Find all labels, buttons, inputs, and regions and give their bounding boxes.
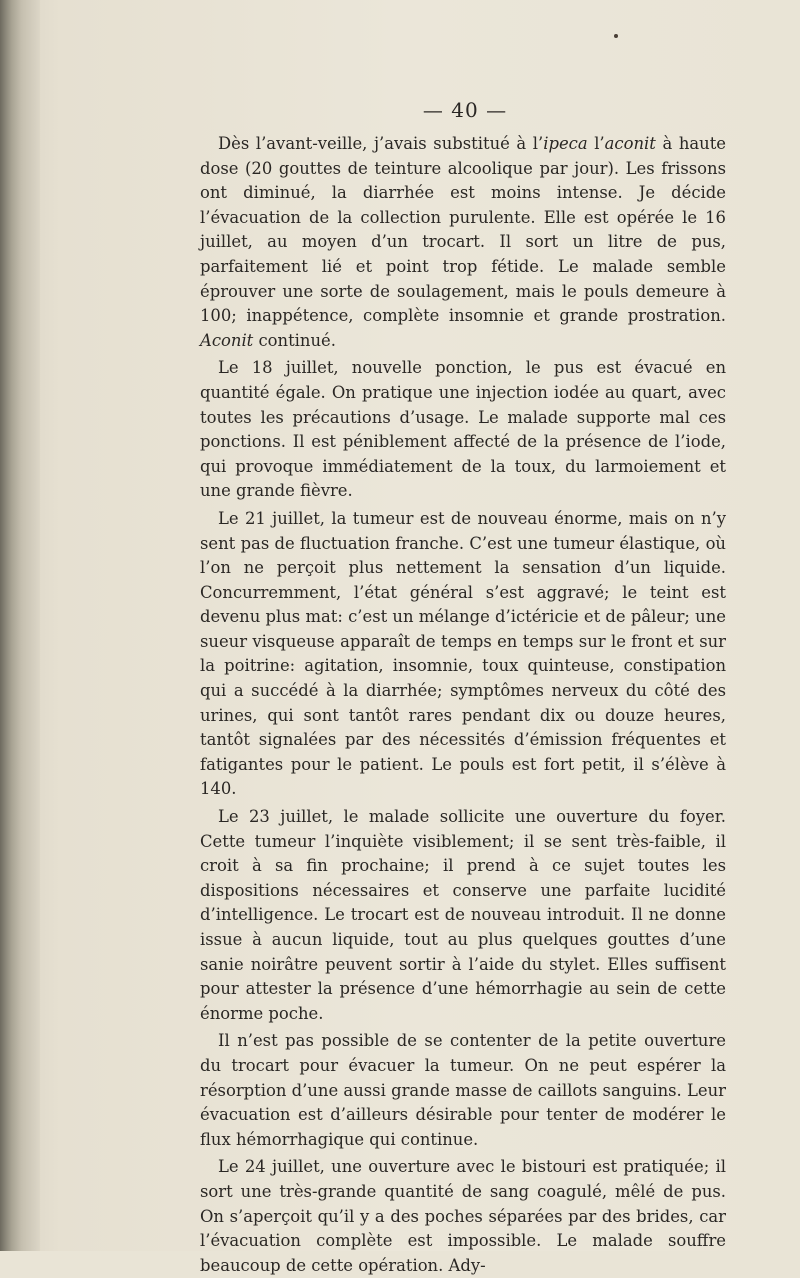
text-segment: Le 24 juillet, une ouverture avec le bistouri est pratiquée; il sort une très-grande quantité de sang coagulé, mêlé de pus. On s’aperçoit qu’il y a des poches séparées par des brides, car l’évacuation complète est impossible. Le malade souffre beaucoup de cette opération. Ady- xyxy=(200,1157,726,1275)
paragraph xyxy=(200,1029,726,1152)
body-text xyxy=(200,132,726,1278)
italic-term: aconit xyxy=(604,134,656,153)
paragraph xyxy=(200,132,726,353)
italic-term: Aconit xyxy=(200,330,254,350)
paragraph xyxy=(200,356,726,504)
text-segment: Il n’est pas possible de se contenter de la petite ouverture du trocart pour évacuer la tumeur. On ne peut espérer la résorption d’une aussi grande masse de caillots sanguins. Leur évacuation est d’ailleurs désirable pour tenter de modérer le flux hémorrhagique qui continue. xyxy=(200,1031,726,1149)
italic-term: ipeca xyxy=(543,134,588,153)
text-segment: l’ xyxy=(587,134,605,153)
text-segment: Dès l’avant-veille, j’avais substitué à l’ xyxy=(218,134,544,153)
paragraph xyxy=(200,805,726,1026)
ink-speck xyxy=(614,34,618,38)
text-segment: continué. xyxy=(253,330,336,350)
text-segment: Le 23 juillet, le malade sollicite une ouverture du foyer. Cette tumeur l’inquiète visiblement; il se sent très-faible, il croit à sa fin prochaine; il prend à ce sujet toutes les dispositions nécessaires et conserve une parfaite lucidité d’intelligence. Le trocart est de nouveau introduit. Il ne donne issue à aucun liquide, tout au plus quelques gouttes d’une sanie noirâtre peuvent sortir à l’aide du stylet. Elles suffisent pour attester la présence d’une hémorrhagie au sein de cette énorme poche. xyxy=(200,807,726,1023)
text-segment: Le 18 juillet, nouvelle ponction, le pus est évacué en quantité égale. On pratique une injection iodée au quart, avec toutes les précautions d’usage. Le malade supporte mal ces ponctions. Il est péniblement affecté de la présence de l’iode, qui provoque immédiatement de la toux, du larmoiement et une grande fièvre. xyxy=(200,358,726,501)
page-number: — 40 — xyxy=(422,98,508,122)
text-segment: Le 21 juillet, la tumeur est de nouveau énorme, mais on n’y sent pas de fluctuation franche. C’est une tumeur élastique, où l’on ne perçoit plus nettement la sensation d’un liquide. Concurremment, l’état général s’est aggravé; le teint est devenu plus mat: c’est un mélange d’ictéricie et de pâleur; une sueur visqueuse apparaît de temps en temps sur le front et sur la poitrine: agitation, insomnie, toux quinteuse, constipation qui a succédé à la diarrhée; symptômes nerveux du côté des urines, qui sont tantôt rares pendant dix ou douze heures, tantôt signalées par des nécessités d’émission fréquentes et fatigantes pour le patient. Le pouls est fort petit, il s’élève à 140. xyxy=(200,508,726,799)
page-binding-edge xyxy=(0,0,40,1251)
paragraph xyxy=(200,1155,726,1278)
paragraph xyxy=(200,507,726,802)
text-segment: à haute dose (20 gouttes de teinture alcoolique par jour). Les frissons ont diminué, la diarrhée est moins intense. Je décide l’évacuation de la collection purulente. Elle est opérée le 16 juillet, au moyen d’un trocart. Il sort un litre de pus, parfaitement lié et point trop fétide. Le malade semble éprouver une sorte de soulagement, mais le pouls demeure à 100; inappétence, complète insomnie et grande prostration. xyxy=(200,134,726,326)
